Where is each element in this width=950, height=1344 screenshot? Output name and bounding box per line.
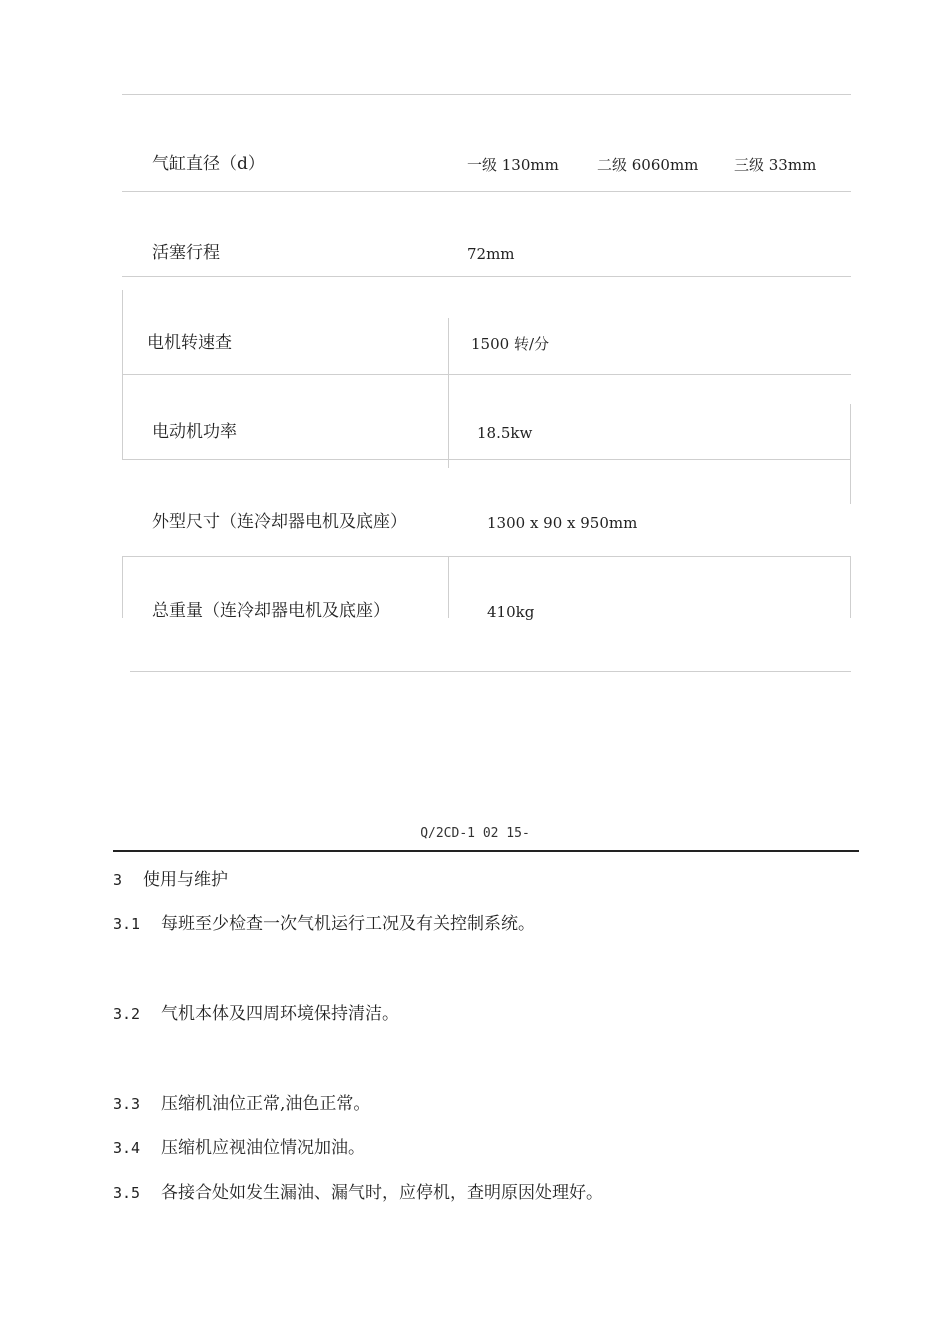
- table-rule: [122, 374, 851, 375]
- item-text: 压缩机油位正常,油色正常。: [161, 1094, 371, 1114]
- table-rule: [122, 94, 851, 95]
- spec-label: 外型尺寸（连冷却器电机及底座）: [152, 512, 407, 532]
- header-rule: [113, 850, 859, 852]
- spec-label: 电机转速查: [147, 333, 232, 353]
- item-number: 3.1: [113, 915, 141, 933]
- table-rule: [122, 191, 851, 192]
- item-text: 各接合处如发生漏油、漏气时，应停机，查明原因处理好。: [161, 1183, 603, 1203]
- table-rule: [122, 556, 123, 618]
- table-rule: [130, 671, 851, 672]
- document-code: Q/2CD-1 02 15-: [420, 826, 530, 841]
- list-item: [113, 913, 535, 935]
- list-item: [113, 1003, 399, 1025]
- spec-value: 1500 转/分: [471, 335, 549, 353]
- table-rule: [122, 290, 123, 460]
- spec-value: 18.5kw: [477, 424, 533, 442]
- spec-value: 三级 33mm: [734, 156, 817, 174]
- spec-label: 活塞行程: [152, 243, 220, 263]
- table-rule: [122, 276, 851, 277]
- spec-label: 总重量（连冷却器电机及底座）: [152, 601, 390, 621]
- spec-value: 一级 130mm: [467, 156, 559, 174]
- spec-label: 气缸直径（d）: [152, 154, 265, 174]
- item-text: 压缩机应视油位情况加油。: [161, 1138, 365, 1158]
- spec-label: 电动机功率: [152, 422, 237, 442]
- table-rule: [448, 556, 449, 618]
- item-number: 3.4: [113, 1139, 141, 1157]
- list-item: [113, 1137, 365, 1159]
- item-text: 气机本体及四周环境保持清洁。: [161, 1004, 399, 1024]
- spec-value: 72mm: [467, 245, 515, 263]
- spec-value: 二级 6060mm: [597, 156, 699, 174]
- item-number: 3.2: [113, 1005, 141, 1023]
- table-rule: [122, 459, 851, 460]
- list-item: [113, 1182, 603, 1204]
- table-rule: [122, 556, 851, 557]
- table-rule: [850, 404, 851, 504]
- item-number: 3.3: [113, 1095, 141, 1113]
- section-title: 使用与维护: [143, 870, 228, 890]
- section-heading: [113, 869, 228, 891]
- item-number: 3.5: [113, 1184, 141, 1202]
- spec-value: 1300 x 90 x 950mm: [487, 514, 638, 532]
- spec-value: 410kg: [487, 603, 535, 621]
- section-number: 3: [113, 871, 123, 889]
- table-rule: [850, 556, 851, 618]
- list-item: [113, 1093, 370, 1115]
- item-text: 每班至少检查一次气机运行工况及有关控制系统。: [161, 914, 535, 934]
- table-rule: [448, 318, 449, 468]
